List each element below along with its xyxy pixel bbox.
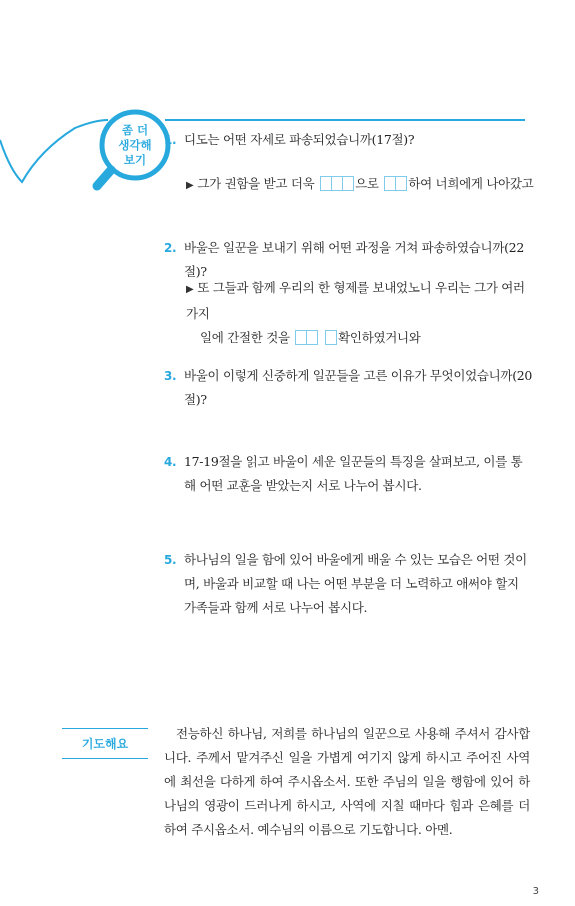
badge-line-3: 보기 — [123, 152, 147, 167]
question-1 — [164, 128, 533, 152]
question-text: 17-19절을 읽고 바울이 세운 일꾼들의 특징을 살펴보고, 이를 통해 어떤 교훈을 받았는지 서로 나누어 봅시다. — [184, 454, 523, 493]
think-more-badge — [102, 112, 168, 178]
answer-blank[interactable] — [320, 172, 353, 196]
question-3 — [164, 364, 533, 412]
question-4 — [164, 450, 533, 498]
hint-text: 또 그들과 함께 우리의 한 형제를 보내었노니 우리는 그가 여러 가지 — [186, 280, 525, 321]
prayer-text: 전능하신 하나님, 저희를 하나님의 일꾼으로 사용해 주셔서 감사합니다. 주께서 맡겨주신 일을 가볍게 여기지 않게 하시고 주어진 사역에 최선을 다하게 하여 주시옵소서. 또한 주님의 일을 행함에 있어 하나님의 영광이 드러나게 하시고, 사역에 지칠 때마다 힘과 은혜를 더하여 주시옵소서. 예수님의 이름으로 기도합니다. 아멘. — [164, 726, 530, 837]
hint-text: 하여 너희에게 나아갔고 — [408, 176, 534, 191]
magnifier-deco — [0, 0, 575, 200]
badge-line-2: 생각해 — [118, 137, 152, 152]
answer-blank[interactable] — [295, 326, 317, 350]
question-number: 2. — [164, 241, 177, 255]
divider — [62, 758, 148, 759]
hint-text: 확인하였거니와 — [338, 330, 421, 345]
answer-blank[interactable] — [384, 172, 406, 196]
question-number: 1. — [164, 133, 177, 147]
answer-blank[interactable] — [325, 326, 336, 350]
badge-line-1: 좀 더 — [121, 122, 149, 137]
prayer-label: 기도해요 — [81, 736, 129, 751]
question-text: 하나님의 일을 함에 있어 바울에게 배울 수 있는 모습은 어떤 것이며, 바울과 비교할 때 나는 어떤 부분을 더 노력하고 애써야 할지 가족들과 함께 서로 나누어 봅시다. — [184, 552, 527, 615]
hint-text: 일에 간절한 것을 — [200, 330, 290, 345]
question-text: 바울이 이렇게 신중하게 일꾼들을 고른 이유가 무엇이었습니까(20절)? — [184, 368, 533, 407]
hint-text: 그가 권함을 받고 더욱 — [197, 176, 315, 191]
hint-text: 으로 — [355, 176, 379, 191]
question-text: 바울은 일꾼을 보내기 위해 어떤 과정을 거쳐 파송하였습니까(22절)? — [184, 240, 524, 279]
triangle-bullet-icon: ▶ — [186, 284, 194, 295]
page-number: 3 — [532, 886, 539, 897]
question-5 — [164, 548, 533, 620]
hint-2 — [186, 276, 536, 350]
triangle-bullet-icon: ▶ — [186, 180, 194, 191]
question-number: 5. — [164, 553, 177, 567]
question-text: 디도는 어떤 자세로 파송되었습니까(17절)? — [184, 132, 415, 147]
hint-1 — [186, 172, 533, 198]
question-number: 4. — [164, 455, 177, 469]
question-number: 3. — [164, 369, 177, 383]
